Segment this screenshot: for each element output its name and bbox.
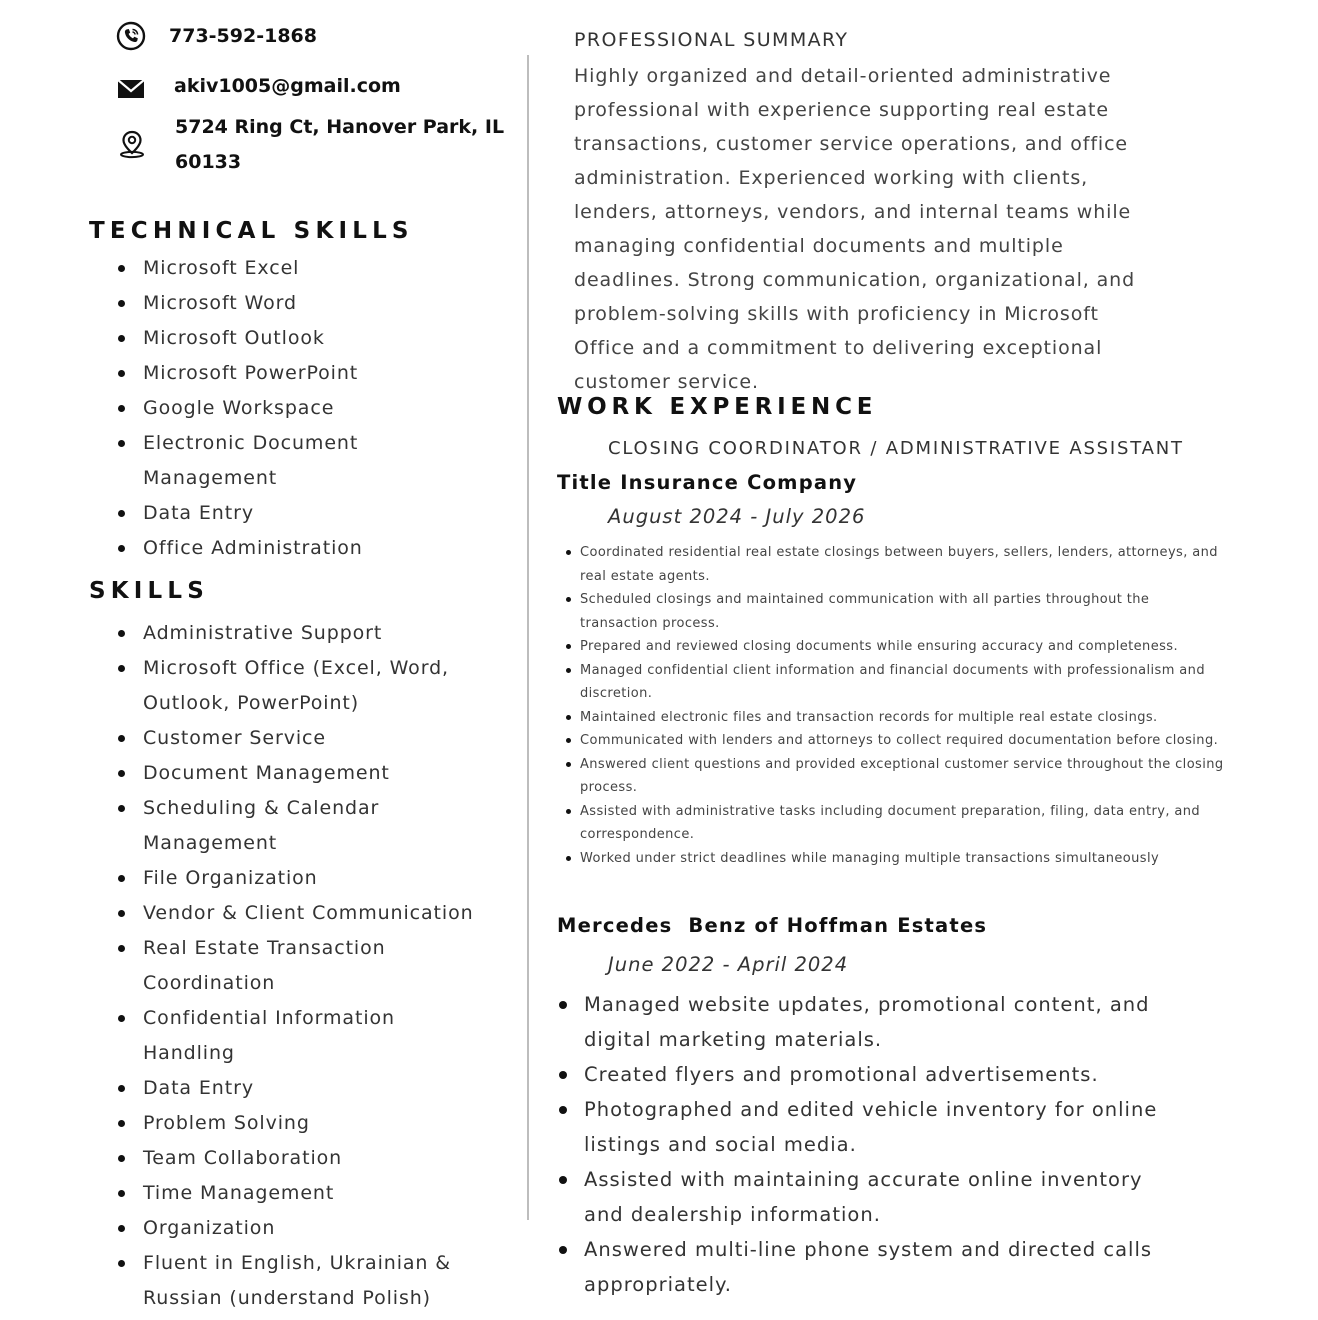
list-item: Assisted with maintaining accurate online inventory and dealership information. bbox=[557, 1162, 1177, 1232]
work-experience-heading: WORK EXPERIENCE bbox=[557, 394, 878, 420]
list-item: Organization bbox=[116, 1211, 511, 1246]
list-item: Document Management bbox=[116, 756, 511, 791]
list-item: Office Administration bbox=[116, 531, 511, 566]
list-item: Answered client questions and provided exceptional customer service throughout the closing process. bbox=[566, 753, 1226, 800]
summary-heading: PROFESSIONAL SUMMARY bbox=[574, 29, 849, 51]
column-divider bbox=[527, 55, 529, 1220]
technical-skills-list bbox=[116, 251, 511, 566]
list-item: Vendor & Client Communication bbox=[116, 896, 511, 931]
list-item: Team Collaboration bbox=[116, 1141, 511, 1176]
list-item: Answered multi-line phone system and directed calls appropriately. bbox=[557, 1232, 1177, 1302]
list-item: Microsoft PowerPoint bbox=[116, 356, 511, 391]
list-item: Communicated with lenders and attorneys to collect required documentation before closing. bbox=[566, 729, 1226, 753]
skills-heading: SKILLS bbox=[89, 578, 210, 604]
list-item: Worked under strict deadlines while managing multiple transactions simultaneously bbox=[566, 847, 1226, 871]
list-item: Real Estate Transaction Coordination bbox=[116, 931, 406, 1001]
list-item: Problem Solving bbox=[116, 1106, 511, 1141]
technical-skills-heading: TECHNICAL SKILLS bbox=[89, 218, 414, 244]
list-item: Maintained electronic files and transaction records for multiple real estate closings. bbox=[566, 706, 1226, 730]
list-item: Data Entry bbox=[116, 1071, 511, 1106]
address-line-2: 60133 bbox=[175, 151, 242, 173]
list-item: Coordinated residential real estate closings between buyers, sellers, lenders, attorneys, and real estate agents. bbox=[566, 541, 1226, 588]
list-item: Prepared and reviewed closing documents while ensuring accuracy and completeness. bbox=[566, 635, 1226, 659]
location-pin-icon bbox=[117, 129, 147, 159]
email-address: akiv1005@gmail.com bbox=[174, 75, 401, 97]
list-item: Managed website updates, promotional content, and digital marketing materials. bbox=[557, 987, 1177, 1057]
list-item: Scheduling & Calendar Management bbox=[116, 791, 401, 861]
list-item: Assisted with administrative tasks including document preparation, filing, data entry, and correspondence. bbox=[566, 800, 1226, 847]
list-item: Data Entry bbox=[116, 496, 511, 531]
list-item: Microsoft Office (Excel, Word, Outlook, PowerPoint) bbox=[116, 651, 461, 721]
list-item: Created flyers and promotional advertisements. bbox=[557, 1057, 1177, 1092]
company-name: Mercedes Benz of Hoffman Estates bbox=[557, 914, 988, 937]
list-item: File Organization bbox=[116, 861, 511, 896]
job-title: CLOSING COORDINATOR / ADMINISTRATIVE ASSISTANT bbox=[608, 438, 1184, 459]
employment-dates: August 2024 - July 2026 bbox=[608, 505, 866, 528]
summary-text: Highly organized and detail-oriented administrative professional with experience supporting real estate transactions, customer service operations, and office administration. Experienced working with clients, lenders, attorneys, vendors, and internal teams while managing confidential documents and multiple deadlines. Strong communication, organizational, and problem-solving skills with proficiency in Microsoft Office and a commitment to delivering exceptional customer service. bbox=[574, 65, 1136, 393]
list-item: Microsoft Outlook bbox=[116, 321, 511, 356]
company-name: Title Insurance Company bbox=[557, 471, 858, 494]
phone-number: 773-592-1868 bbox=[169, 25, 317, 47]
list-item: Managed confidential client information and financial documents with professionalism and discretion. bbox=[566, 659, 1226, 706]
job-1-duties bbox=[566, 541, 1226, 870]
list-item: Scheduled closings and maintained communication with all parties throughout the transaction process. bbox=[566, 588, 1226, 635]
list-item: Microsoft Excel bbox=[116, 251, 511, 286]
address-line-1: 5724 Ring Ct, Hanover Park, IL bbox=[175, 116, 505, 138]
list-item: Fluent in English, Ukrainian & Russian (understand Polish) bbox=[116, 1246, 466, 1316]
employment-dates: June 2022 - April 2024 bbox=[608, 953, 849, 976]
skills-list bbox=[116, 616, 511, 1316]
list-item: Administrative Support bbox=[116, 616, 511, 651]
list-item: Customer Service bbox=[116, 721, 511, 756]
list-item: Google Workspace bbox=[116, 391, 511, 426]
address bbox=[175, 110, 504, 180]
envelope-icon bbox=[116, 74, 146, 104]
list-item: Electronic Document Management bbox=[116, 426, 376, 496]
list-item: Time Management bbox=[116, 1176, 511, 1211]
job-2-duties bbox=[557, 987, 1177, 1302]
list-item: Confidential Information Handling bbox=[116, 1001, 416, 1071]
phone-icon bbox=[116, 21, 146, 51]
list-item: Microsoft Word bbox=[116, 286, 511, 321]
list-item: Photographed and edited vehicle inventory for online listings and social media. bbox=[557, 1092, 1177, 1162]
